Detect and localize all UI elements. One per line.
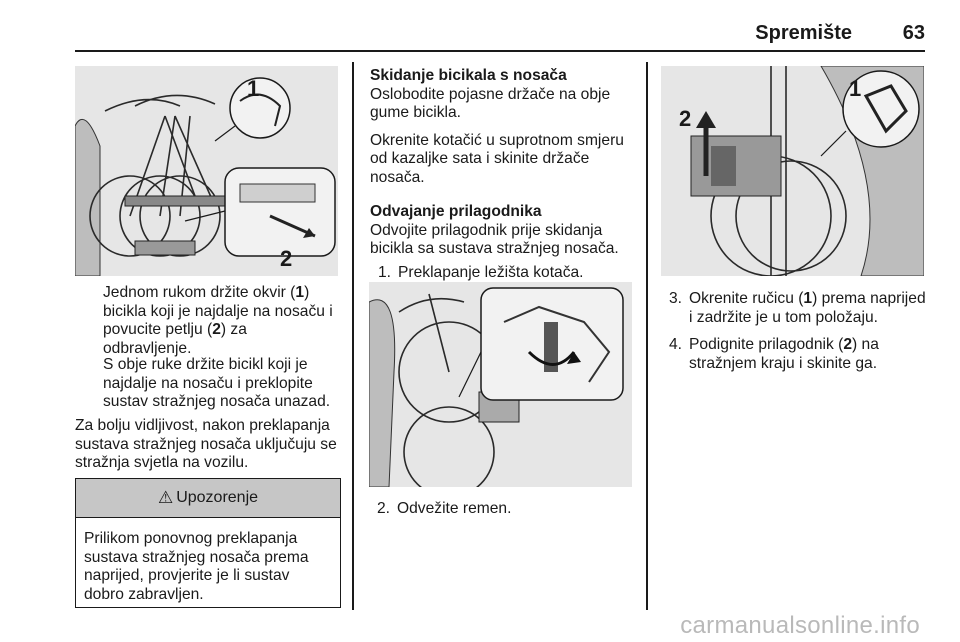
list-item-3: 3. Okrenite ručicu (1) prema naprijed i zadržite je u tom položaju. [669,290,926,326]
list-item-1: 1. Preklapanje ležišta kotača. [378,263,584,281]
callout-2: 2 [679,106,692,131]
header-title: Spremište [755,22,852,44]
para-detach-adapter: Odvojite prilagodnik prije skidanja bicikla sa sustava stražnjeg nosača. [370,221,619,257]
right-list [669,290,927,373]
middle-text-block [370,67,638,282]
callout-2: 2 [280,246,293,271]
heading-removing-bikes: Skidanje bicikala s nosača [370,67,567,84]
warning-title: Upozorenje [176,489,259,506]
figure-wheel-tray-fold [369,282,632,487]
warning-box [75,478,341,608]
warning-header [76,479,340,518]
heading-detach-adapter: Odvajanje prilagodnika [370,203,542,220]
column-divider-right [646,62,648,610]
note-paragraph: Za bolju vidljivost, nakon preklapanja sustava stražnjeg nosača uključuju se stražnja svjetla na vozilu. [75,417,337,471]
adapter-removal-illustration [661,66,924,276]
warning-body: Prilikom ponovnog preklapanja sustava stražnjeg nosača prema naprijed, provjerite je li sustav dobro zabravljen. [84,530,309,603]
rear-carrier-illustration [75,66,338,276]
footer-watermark: carmanualsonline.info [680,612,920,639]
callout-1: 1 [849,76,862,101]
para-release-straps: Oslobodite pojasne držače na obje gume bicikla. [370,85,611,121]
para-turn-wheel: Okrenite kotačić u suprotnom smjeru od kazaljke sata i skinite držače nosača. [370,131,624,186]
header-rule [75,50,925,52]
figure-adapter-removal [661,66,924,276]
step-a: Jednom rukom držite okvir (1) bicikla koji je najdalje na nosaču i povucite petlju (2) za odbravljenje. [103,284,333,357]
list-item-2: 2. Odvežite remen. [377,500,512,517]
callout-1: 1 [247,76,260,101]
figure-rear-carrier-fold [75,66,338,276]
list-item-4: 4. Podignite prilagodnik (2) na stražnjem kraju i skinite ga. [669,336,879,372]
page-number: 63 [902,22,925,44]
column-divider-left [352,62,354,610]
warning-triangle-icon: ⚠ [157,488,174,507]
wheel-tray-illustration [369,282,632,487]
step-b: S obje ruke držite bicikl koji je najdalje na nosaču i preklopite sustav stražnjeg nosača unazad. [103,356,331,410]
